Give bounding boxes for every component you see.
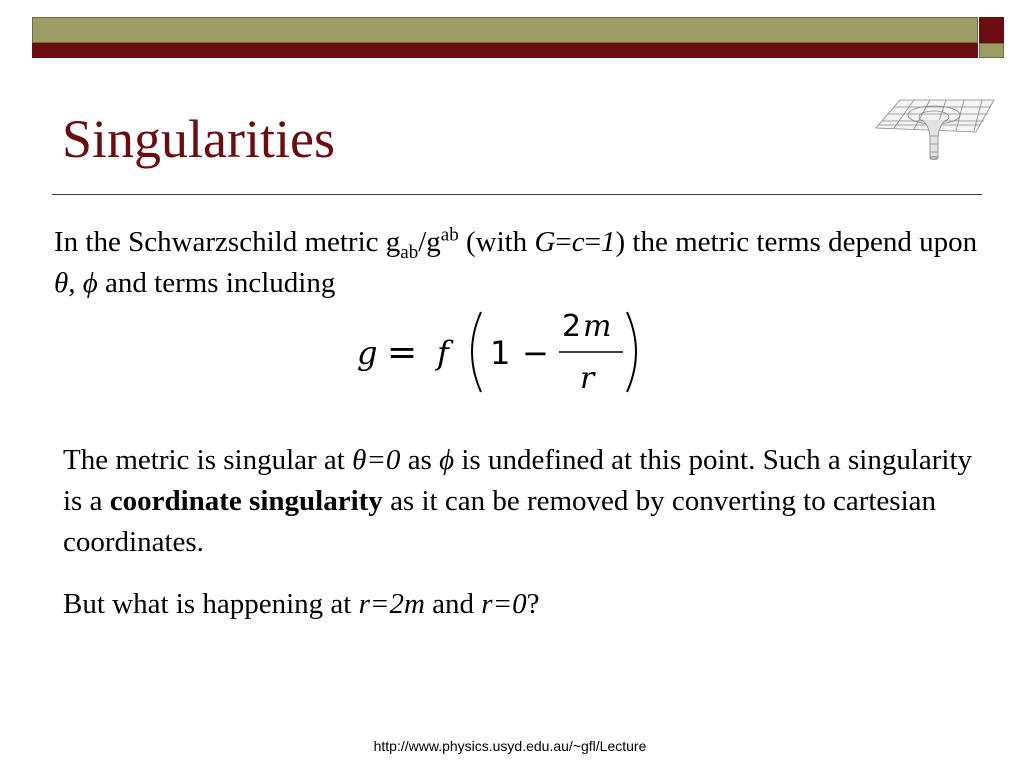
metric-formula [355, 306, 655, 398]
comma: , [68, 267, 83, 299]
text-run: as [400, 444, 440, 476]
bold-term: coordinate singularity [109, 485, 383, 517]
subscript-ab: ab [400, 241, 419, 263]
var-theta: θ [54, 267, 69, 299]
text-run: as it can be removed by converting to cartesian coordinates. [63, 485, 937, 558]
var-r-2m: r=2m [358, 588, 425, 620]
var-phi: ϕ [439, 444, 455, 476]
paragraph-question [63, 584, 973, 625]
var-1: 1 [600, 226, 616, 258]
paren-right [627, 312, 636, 392]
var-theta-zero: θ=0 [352, 444, 401, 476]
formula-numerator-m: m [583, 309, 612, 344]
formula-minus: − [522, 334, 549, 372]
formula-equals: = [387, 332, 418, 373]
title-divider [52, 194, 982, 195]
text-run: But what is happening at [63, 588, 359, 620]
footer-url[interactable]: http://www.physics.usyd.edu.au/~gfl/Lecture [373, 738, 647, 754]
formula-g: g [357, 334, 378, 372]
paren-left [472, 312, 481, 392]
text-run: ) the metric terms depend upon [615, 226, 978, 258]
formula-numerator-2: 2 [562, 309, 582, 344]
text-run: /g [418, 226, 441, 258]
text-run: The metric is singular at [63, 444, 353, 476]
header-square-olive [979, 43, 1004, 58]
equals-sign: = [555, 226, 572, 258]
var-r-zero: r=0 [481, 588, 527, 620]
var-c: c [571, 226, 585, 258]
text-run: and [424, 588, 482, 620]
paragraph-coordinate-singularity [63, 440, 973, 563]
var-phi: ϕ [82, 267, 98, 299]
text-run: and terms including [97, 267, 336, 299]
formula-one: 1 [490, 334, 511, 372]
text-run: In the Schwarzschild metric g [54, 226, 401, 258]
equals-sign: = [584, 226, 601, 258]
header-square-red [979, 17, 1004, 43]
header-decoration [0, 0, 1024, 60]
text-run: is undefined at this point. Such a singularity is a [63, 444, 973, 517]
paragraph-intro [54, 222, 994, 304]
gravity-well-funnel-icon [874, 96, 996, 166]
text-run: (with [458, 226, 535, 258]
superscript-ab: ab [440, 224, 459, 246]
formula-f: f [437, 334, 449, 372]
text-run: ? [526, 588, 540, 620]
header-band-red [32, 43, 978, 58]
header-band-olive [32, 17, 978, 43]
slide-title: Singularities [62, 109, 335, 169]
var-G: G [534, 226, 556, 258]
formula-denominator: r [580, 361, 595, 396]
